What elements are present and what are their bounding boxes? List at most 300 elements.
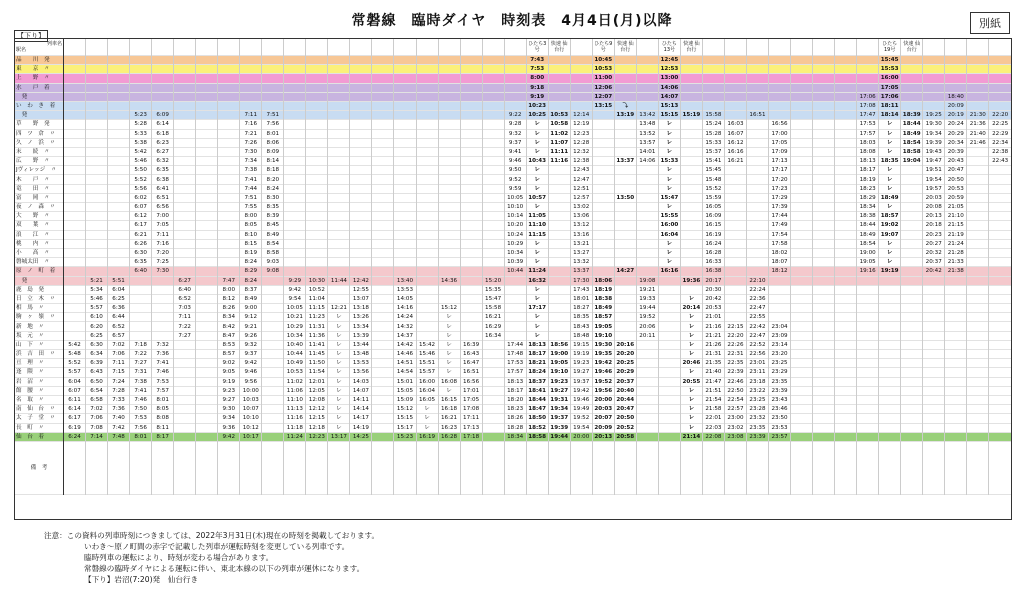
- time-cell: 11:50: [306, 359, 328, 368]
- time-cell: 6:23: [152, 138, 174, 147]
- station-name: 大 野 〃: [15, 212, 64, 221]
- time-cell: [791, 239, 813, 248]
- time-cell: 14:07: [658, 92, 680, 101]
- time-cell: [614, 313, 636, 322]
- time-cell: [504, 83, 526, 92]
- station-name: 原 ノ 町 着: [15, 267, 64, 276]
- time-cell: 17:39: [769, 203, 791, 212]
- time-cell: [614, 120, 636, 129]
- time-cell: [548, 83, 570, 92]
- time-cell: [394, 147, 416, 156]
- time-cell: [438, 65, 460, 74]
- time-cell: [130, 304, 152, 313]
- time-cell: [548, 166, 570, 175]
- time-cell: [592, 166, 614, 175]
- time-cell: [108, 175, 130, 184]
- time-cell: 17:13: [460, 423, 482, 432]
- time-cell: 6:21: [130, 230, 152, 239]
- station-name: 岩 沼 〃: [15, 377, 64, 386]
- time-cell: 12:51: [570, 184, 592, 193]
- time-cell: 7:48: [108, 432, 130, 441]
- time-cell: 7:38: [240, 166, 262, 175]
- time-cell: [372, 138, 394, 147]
- time-cell: [746, 175, 768, 184]
- time-cell: [813, 432, 835, 441]
- time-cell: [746, 184, 768, 193]
- time-cell: [636, 377, 658, 386]
- time-cell: [86, 203, 108, 212]
- time-cell: 14:14: [350, 405, 372, 414]
- time-cell: レ: [658, 258, 680, 267]
- time-cell: 18:44: [901, 120, 923, 129]
- time-cell: 18:57: [879, 212, 901, 221]
- time-cell: [791, 285, 813, 294]
- time-cell: 9:42: [284, 285, 306, 294]
- time-cell: [746, 203, 768, 212]
- time-cell: 10:10: [240, 414, 262, 423]
- time-cell: 7:53: [152, 377, 174, 386]
- time-cell: [791, 386, 813, 395]
- time-cell: 6:52: [174, 294, 196, 303]
- time-cell: 22:08: [702, 432, 724, 441]
- time-cell: 13:02: [570, 203, 592, 212]
- time-cell: 8:11: [152, 423, 174, 432]
- time-cell: [945, 56, 967, 65]
- time-cell: 11:36: [306, 331, 328, 340]
- time-cell: [438, 138, 460, 147]
- time-cell: [64, 147, 86, 156]
- time-cell: [86, 258, 108, 267]
- time-cell: 12:07: [592, 92, 614, 101]
- time-cell: [967, 414, 989, 423]
- time-cell: 16:24: [702, 239, 724, 248]
- time-cell: 6:11: [64, 395, 86, 404]
- time-cell: 9:28: [504, 120, 526, 129]
- time-cell: [901, 350, 923, 359]
- time-cell: [835, 138, 857, 147]
- station-row: [15, 248, 1011, 257]
- time-cell: [724, 212, 746, 221]
- time-cell: 16:56: [769, 120, 791, 129]
- time-cell: [791, 221, 813, 230]
- time-cell: [813, 386, 835, 395]
- time-cell: 15:47: [482, 294, 504, 303]
- time-cell: [218, 56, 240, 65]
- time-cell: [945, 340, 967, 349]
- time-cell: [196, 248, 218, 257]
- time-cell: [108, 129, 130, 138]
- time-cell: 13:53: [394, 285, 416, 294]
- time-cell: 22:20: [724, 331, 746, 340]
- remarks-cell: [548, 441, 570, 494]
- time-cell: [328, 267, 350, 276]
- train-header: [813, 39, 835, 56]
- time-cell: [504, 304, 526, 313]
- time-cell: 16:28: [438, 432, 460, 441]
- time-cell: 10:24: [504, 230, 526, 239]
- time-cell: 5:23: [130, 111, 152, 120]
- time-cell: [174, 120, 196, 129]
- time-cell: 9:12: [240, 313, 262, 322]
- time-cell: 12:53: [658, 65, 680, 74]
- train-header: [967, 39, 989, 56]
- time-cell: 8:09: [262, 147, 284, 156]
- time-cell: 17:00: [769, 129, 791, 138]
- time-cell: [460, 129, 482, 138]
- time-cell: [152, 331, 174, 340]
- time-cell: [791, 83, 813, 92]
- time-cell: [328, 138, 350, 147]
- time-cell: 6:25: [108, 294, 130, 303]
- time-cell: [658, 405, 680, 414]
- time-cell: 6:20: [86, 322, 108, 331]
- time-cell: [196, 74, 218, 83]
- time-cell: [570, 65, 592, 74]
- time-cell: 18:43: [570, 322, 592, 331]
- time-cell: 23:25: [746, 395, 768, 404]
- time-cell: [857, 65, 879, 74]
- time-cell: 19:54: [923, 175, 945, 184]
- time-cell: 16:21: [724, 157, 746, 166]
- time-cell: 15:28: [702, 129, 724, 138]
- time-cell: [482, 193, 504, 202]
- time-cell: 18:23: [504, 405, 526, 414]
- time-cell: [174, 193, 196, 202]
- time-cell: [416, 258, 438, 267]
- time-cell: [923, 386, 945, 395]
- time-cell: レ: [658, 138, 680, 147]
- station-name: 末 続 〃: [15, 147, 64, 156]
- time-cell: [130, 56, 152, 65]
- time-cell: [438, 212, 460, 221]
- time-cell: [813, 166, 835, 175]
- time-cell: [460, 120, 482, 129]
- time-cell: [967, 230, 989, 239]
- remarks-cell: [724, 441, 746, 494]
- time-cell: [350, 248, 372, 257]
- time-cell: [262, 322, 284, 331]
- remarks-cell: [526, 441, 548, 494]
- time-cell: [372, 405, 394, 414]
- time-cell: [724, 166, 746, 175]
- time-cell: [284, 157, 306, 166]
- time-cell: 22:47: [746, 331, 768, 340]
- time-cell: [967, 432, 989, 441]
- time-cell: 6:09: [152, 111, 174, 120]
- time-cell: [372, 92, 394, 101]
- time-cell: [945, 377, 967, 386]
- time-cell: 8:18: [262, 166, 284, 175]
- time-cell: [901, 92, 923, 101]
- time-cell: [438, 157, 460, 166]
- time-cell: [923, 368, 945, 377]
- time-cell: 21:30: [967, 111, 989, 120]
- time-cell: 21:05: [945, 203, 967, 212]
- time-cell: [614, 129, 636, 138]
- time-cell: [196, 258, 218, 267]
- time-cell: [967, 184, 989, 193]
- time-cell: [394, 92, 416, 101]
- time-cell: レ: [438, 359, 460, 368]
- time-cell: [658, 395, 680, 404]
- train-header: [130, 39, 152, 56]
- time-cell: [152, 83, 174, 92]
- time-cell: レ: [680, 294, 702, 303]
- time-cell: [504, 74, 526, 83]
- time-cell: [967, 101, 989, 110]
- time-cell: [86, 267, 108, 276]
- time-cell: 20:13: [923, 212, 945, 221]
- time-cell: [636, 221, 658, 230]
- time-cell: [86, 129, 108, 138]
- time-cell: レ: [879, 239, 901, 248]
- time-cell: [967, 331, 989, 340]
- time-cell: [350, 120, 372, 129]
- time-cell: 6:50: [86, 377, 108, 386]
- time-cell: [174, 203, 196, 212]
- time-cell: [658, 322, 680, 331]
- time-cell: 16:18: [438, 405, 460, 414]
- time-cell: [504, 294, 526, 303]
- time-cell: レ: [416, 414, 438, 423]
- time-cell: [791, 203, 813, 212]
- time-cell: [879, 359, 901, 368]
- time-cell: 17:20: [769, 175, 791, 184]
- time-cell: [680, 221, 702, 230]
- time-cell: [989, 331, 1011, 340]
- time-cell: 22:34: [989, 138, 1011, 147]
- time-cell: 7:56: [262, 120, 284, 129]
- time-cell: [218, 166, 240, 175]
- time-cell: [218, 203, 240, 212]
- time-cell: [967, 405, 989, 414]
- time-cell: [482, 432, 504, 441]
- time-cell: [570, 101, 592, 110]
- time-cell: [592, 230, 614, 239]
- time-cell: 8:53: [218, 340, 240, 349]
- time-cell: [901, 285, 923, 294]
- time-cell: [306, 239, 328, 248]
- time-cell: [835, 230, 857, 239]
- time-cell: 19:23: [570, 359, 592, 368]
- time-cell: 6:12: [130, 212, 152, 221]
- time-cell: 6:07: [130, 203, 152, 212]
- time-cell: 5:50: [130, 166, 152, 175]
- time-cell: [835, 322, 857, 331]
- time-cell: [196, 230, 218, 239]
- time-cell: 5:46: [86, 294, 108, 303]
- time-cell: [394, 120, 416, 129]
- station-name: 仙 台 着: [15, 432, 64, 441]
- time-cell: 15:51: [416, 359, 438, 368]
- time-cell: [614, 203, 636, 212]
- time-cell: 16:05: [416, 395, 438, 404]
- time-cell: 19:52: [570, 414, 592, 423]
- time-cell: [614, 74, 636, 83]
- time-cell: [152, 304, 174, 313]
- time-cell: 10:12: [240, 423, 262, 432]
- time-cell: [835, 111, 857, 120]
- time-cell: 20:55: [680, 377, 702, 386]
- time-cell: [394, 221, 416, 230]
- station-row: [15, 157, 1011, 166]
- station-name: 品 川 発: [15, 56, 64, 65]
- time-cell: [438, 56, 460, 65]
- time-cell: [262, 74, 284, 83]
- station-row: [15, 203, 1011, 212]
- time-cell: [813, 350, 835, 359]
- station-row: [15, 101, 1011, 110]
- time-cell: [86, 157, 108, 166]
- time-cell: 19:42: [570, 386, 592, 395]
- time-cell: 21:36: [967, 120, 989, 129]
- time-cell: [614, 322, 636, 331]
- time-cell: [218, 258, 240, 267]
- time-cell: 17:44: [769, 212, 791, 221]
- time-cell: 17:11: [460, 414, 482, 423]
- time-cell: 9:19: [218, 377, 240, 386]
- time-cell: [548, 276, 570, 285]
- time-cell: [350, 267, 372, 276]
- time-cell: [284, 239, 306, 248]
- time-cell: 13:48: [636, 120, 658, 129]
- time-cell: [967, 175, 989, 184]
- time-cell: [614, 56, 636, 65]
- time-cell: 19:34: [923, 129, 945, 138]
- time-cell: 20:29: [614, 368, 636, 377]
- time-cell: [724, 276, 746, 285]
- train-header: [306, 39, 328, 56]
- time-cell: 8:45: [262, 221, 284, 230]
- time-cell: [746, 239, 768, 248]
- time-cell: [174, 111, 196, 120]
- time-cell: 18:35: [879, 157, 901, 166]
- time-cell: [174, 212, 196, 221]
- time-cell: ⤵: [614, 101, 636, 110]
- time-cell: [724, 74, 746, 83]
- time-cell: レ: [328, 395, 350, 404]
- time-cell: 23:43: [769, 395, 791, 404]
- time-cell: [658, 414, 680, 423]
- time-cell: [614, 258, 636, 267]
- time-cell: [879, 276, 901, 285]
- time-cell: [108, 239, 130, 248]
- time-cell: 7:36: [152, 350, 174, 359]
- time-cell: [967, 423, 989, 432]
- time-cell: [791, 212, 813, 221]
- time-cell: 7:34: [240, 157, 262, 166]
- time-cell: [746, 166, 768, 175]
- time-cell: [174, 65, 196, 74]
- time-cell: 7:16: [152, 239, 174, 248]
- time-cell: [769, 304, 791, 313]
- train-header: [702, 39, 724, 56]
- time-cell: [284, 138, 306, 147]
- time-cell: [460, 322, 482, 331]
- time-cell: 18:35: [570, 313, 592, 322]
- time-cell: [350, 166, 372, 175]
- station-row: [15, 166, 1011, 175]
- remarks-cell: [923, 441, 945, 494]
- attachment-badge: 別紙: [970, 12, 1010, 34]
- time-cell: [438, 203, 460, 212]
- time-cell: [328, 74, 350, 83]
- time-cell: [680, 56, 702, 65]
- time-cell: [989, 56, 1011, 65]
- time-cell: [835, 350, 857, 359]
- time-cell: レ: [328, 313, 350, 322]
- time-cell: 5:38: [130, 138, 152, 147]
- time-cell: [835, 65, 857, 74]
- time-cell: 22:54: [724, 395, 746, 404]
- time-cell: [394, 230, 416, 239]
- station-row: [15, 405, 1011, 414]
- time-cell: 7:51: [262, 111, 284, 120]
- time-cell: [372, 267, 394, 276]
- time-cell: 14:05: [394, 294, 416, 303]
- time-cell: [328, 120, 350, 129]
- time-cell: [306, 92, 328, 101]
- time-cell: 6:10: [86, 313, 108, 322]
- time-cell: [636, 74, 658, 83]
- time-cell: [945, 414, 967, 423]
- train-header: [328, 39, 350, 56]
- time-cell: レ: [438, 368, 460, 377]
- time-cell: [724, 285, 746, 294]
- station-name: 山 下 〃: [15, 340, 64, 349]
- station-row: [15, 276, 1011, 285]
- time-cell: [901, 83, 923, 92]
- time-cell: [108, 83, 130, 92]
- time-cell: [658, 386, 680, 395]
- time-cell: [989, 101, 1011, 110]
- time-cell: [460, 230, 482, 239]
- time-cell: [64, 248, 86, 257]
- time-cell: [724, 193, 746, 202]
- time-cell: [724, 92, 746, 101]
- time-cell: [901, 184, 923, 193]
- time-cell: [901, 248, 923, 257]
- time-cell: 6:27: [174, 276, 196, 285]
- time-cell: [835, 221, 857, 230]
- time-cell: [64, 331, 86, 340]
- time-cell: 9:42: [240, 359, 262, 368]
- time-cell: 13:17: [328, 432, 350, 441]
- time-cell: [835, 294, 857, 303]
- time-cell: [196, 101, 218, 110]
- time-cell: 19:07: [879, 230, 901, 239]
- time-cell: [967, 166, 989, 175]
- time-cell: 23:20: [769, 350, 791, 359]
- time-cell: [438, 129, 460, 138]
- time-cell: [218, 65, 240, 74]
- time-cell: [813, 368, 835, 377]
- time-cell: [306, 74, 328, 83]
- time-cell: 22:42: [746, 322, 768, 331]
- station-name: 夜 ノ 森 〃: [15, 203, 64, 212]
- time-cell: [967, 203, 989, 212]
- time-cell: [680, 157, 702, 166]
- time-cell: 5:56: [130, 184, 152, 193]
- time-cell: [174, 221, 196, 230]
- time-cell: [284, 248, 306, 257]
- train-header: [174, 39, 196, 56]
- time-cell: [835, 248, 857, 257]
- remarks-cell: [218, 441, 240, 494]
- time-cell: 13:07: [350, 294, 372, 303]
- time-cell: 15:45: [879, 56, 901, 65]
- time-cell: [614, 184, 636, 193]
